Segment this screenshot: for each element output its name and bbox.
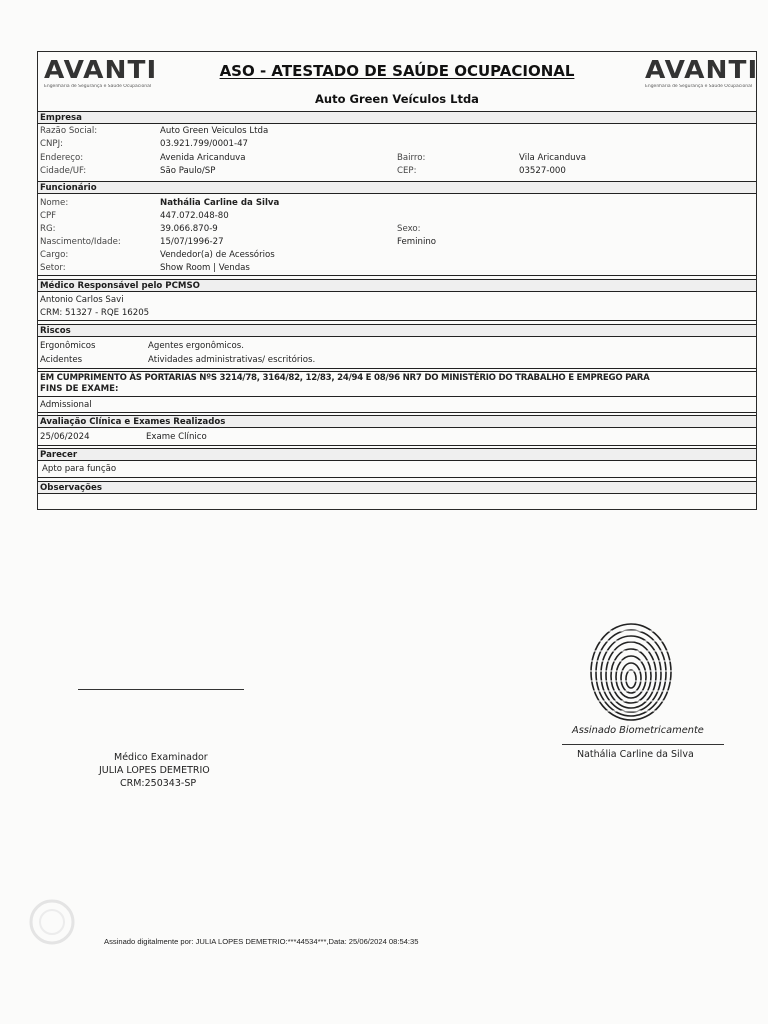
section-title: Empresa (40, 113, 82, 123)
rg-label: RG: (40, 224, 56, 234)
section-medico-pcmso (38, 279, 756, 292)
rg-value: 39.066.870-9 (160, 224, 218, 234)
endereco-label: Endereço: (40, 153, 84, 163)
razao-social-label: Razão Social: (40, 126, 98, 136)
company-title: Auto Green Veículos Ltda (315, 92, 479, 106)
medico-pcmso-crm: CRM: 51327 - RQE 16205 (40, 308, 150, 318)
logo-wordmark: AVANTI (44, 55, 158, 84)
cpf-label: CPF (40, 211, 57, 221)
logo-tagline: Engenharia de Segurança e Saúde Ocupacional (44, 84, 152, 89)
aso-form (37, 51, 757, 510)
risco-descricao: Agentes ergonômicos. (148, 341, 244, 351)
divider (38, 445, 756, 446)
nome-label: Nome: (40, 198, 69, 208)
tipo-exame-value: Admissional (40, 400, 92, 410)
form-header (38, 52, 759, 110)
nome-value: Nathália Carline da Silva (160, 198, 280, 208)
divider (38, 396, 756, 397)
document-title: ASO - ATESTADO DE SAÚDE OCUPACIONAL (219, 62, 575, 80)
digital-signature-note: Assinado digitalmente por: JULIA LOPES DEMETRIO:***44534***,Data: 25/06/2024 08:54:35 (104, 937, 419, 946)
doctor-role: Médico Examinador (114, 752, 208, 763)
risco-descricao: Atividades administrativas/ escritórios. (148, 355, 316, 365)
razao-social-value: Auto Green Veiculos Ltda (160, 126, 269, 136)
fingerprint-icon (588, 617, 674, 723)
stamp-icon (28, 898, 76, 946)
cidade-value: São Paulo/SP (160, 166, 216, 176)
section-title: Riscos (40, 326, 71, 336)
bairro-label: Bairro: (397, 153, 426, 163)
cep-label: CEP: (397, 166, 417, 176)
section-title: Parecer (40, 450, 78, 460)
divider (38, 320, 756, 321)
biometric-label: Assinado Biometricamente (572, 725, 704, 736)
doctor-name: JULIA LOPES DEMETRIO (99, 765, 210, 776)
section-observacoes (38, 481, 756, 494)
signature-line-doctor (78, 689, 244, 690)
section-empresa (38, 111, 756, 124)
divider (38, 275, 756, 276)
cnpj-value: 03.921.799/0001-47 (160, 139, 249, 149)
section-title: Funcionário (40, 183, 97, 193)
logo-wordmark: AVANTI (645, 55, 759, 84)
risco-tipo: Ergonômicos (40, 341, 96, 351)
cep-value: 03527-000 (519, 166, 566, 176)
portarias-title-line1: EM CUMPRIMENTO ÀS PORTARIAS NºS 3214/78, 3164/82, 12/83, 24/94 E 08/96 NR7 DO MINISTÉRIO DO TRABALHO E EMPREGO PARA (40, 373, 650, 383)
doctor-crm: CRM:250343-SP (120, 778, 197, 789)
sexo-label: Sexo: (397, 224, 421, 234)
cidade-label: Cidade/UF: (40, 166, 87, 176)
cpf-value: 447.072.048-80 (160, 211, 229, 221)
nascimento-value: 15/07/1996-27 (160, 237, 224, 247)
cargo-label: Cargo: (40, 250, 69, 260)
exame-nome: Exame Clínico (146, 432, 207, 442)
cargo-value: Vendedor(a) de Acessórios (160, 250, 275, 260)
section-parecer (38, 448, 756, 461)
divider (38, 412, 756, 413)
portarias-title-line2: FINS DE EXAME: (40, 384, 119, 394)
divider (38, 477, 756, 478)
section-title: Observações (40, 483, 102, 493)
endereco-value: Avenida Aricanduva (160, 153, 246, 163)
nascimento-label: Nascimento/Idade: (40, 237, 121, 247)
setor-label: Setor: (40, 263, 66, 273)
section-funcionario (38, 181, 756, 194)
section-title: Médico Responsável pelo PCMSO (40, 281, 200, 291)
signature-line-employee (562, 744, 724, 745)
sexo-value: Feminino (397, 237, 437, 247)
section-riscos (38, 324, 756, 337)
bairro-value: Vila Aricanduva (519, 153, 586, 163)
section-title: Avaliação Clínica e Exames Realizados (40, 417, 226, 427)
setor-value: Show Room | Vendas (160, 263, 250, 273)
avanti-logo-right (645, 55, 759, 92)
medico-pcmso-nome: Antonio Carlos Savi (40, 295, 124, 305)
cnpj-label: CNPJ: (40, 139, 64, 149)
section-avaliacao (38, 415, 756, 428)
logo-tagline: Engenharia de Segurança e Saúde Ocupacional (645, 84, 753, 89)
exame-data: 25/06/2024 (40, 432, 90, 442)
risco-tipo: Acidentes (40, 355, 83, 365)
employee-signature-name: Nathália Carline da Silva (577, 749, 694, 760)
divider (38, 368, 756, 369)
parecer-value: Apto para função (42, 464, 117, 474)
